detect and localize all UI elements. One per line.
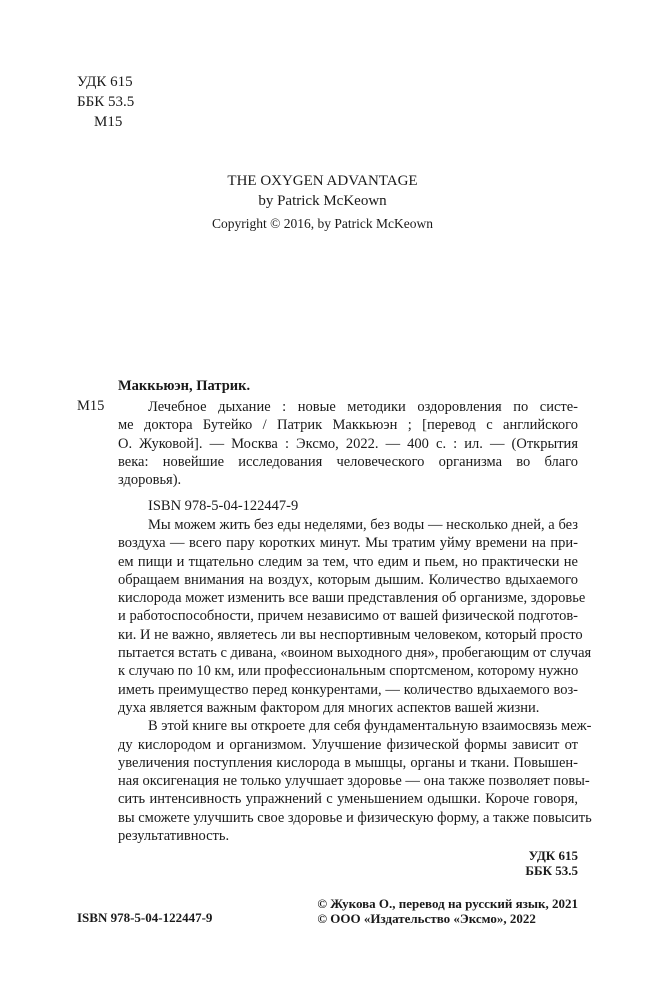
record-isbn: ISBN 978-5-04-122447-9	[148, 498, 299, 514]
text-line: вы сможете улучшить свое здоровье и физическую форму, а также повысить	[118, 809, 592, 826]
text-line: пытается встать с дивана, «воином выходного дня», пробегающим от случая	[118, 645, 592, 662]
copyright-translation: © Жукова О., перевод на русский язык, 2021	[317, 896, 578, 911]
text-line: кислорода может изменить все ваши представления об организме, здоровье	[118, 590, 586, 607]
text-line: ем пищи и тщательно следим за тем, что едим и пьем, но практически не	[118, 553, 578, 570]
text-line: В этой книге вы откроете для себя фундаментальную взаимосвязь меж-	[148, 718, 592, 735]
text-line: обращаем внимания на воздух, которым дышим. Количество вдыхаемого	[118, 571, 578, 588]
text-line: ки. И не важно, являетесь ли вы неспортивным человеком, который просто	[118, 626, 583, 643]
footer-copyrights	[317, 896, 578, 926]
text-line: результативность.	[118, 828, 230, 845]
copyright-publisher: © ООО «Издательство «Эксмо», 2022	[317, 911, 536, 926]
udk-code: УДК 615	[77, 74, 133, 90]
original-title-block	[0, 171, 645, 211]
footer-bbk: ББК 53.5	[525, 863, 578, 878]
text-line: Лечебное дыхание : новые методики оздоровления по систе-	[148, 399, 578, 415]
text-line: и работоспособности, причем независимо от вашей физической подготов-	[118, 608, 578, 625]
text-line: увеличения поступления кислорода в мышцы, органы и ткани. Повышен-	[118, 754, 578, 771]
footer-codes	[525, 848, 578, 878]
original-author: by Patrick McKeown	[258, 193, 387, 209]
bbk-code: ББК 53.5	[77, 94, 135, 110]
classification-codes	[77, 72, 134, 132]
text-line: ме доктора Бутейко / Патрик Маккьюэн ; [перевод с английского	[118, 417, 578, 434]
text-line: здоровья).	[118, 472, 182, 489]
author-mark: М15	[94, 114, 123, 130]
text-line: духа является важным фактором для многих аспектов вашей жизни.	[118, 699, 540, 716]
footer-isbn: ISBN 978-5-04-122447-9	[77, 910, 213, 925]
annotation	[118, 516, 592, 845]
footer-udk: УДК 615	[528, 848, 578, 863]
text-line: к случаю по 10 км, или профессиональным спортсменом, которому нужно	[118, 663, 579, 680]
original-title: THE OXYGEN ADVANTAGE	[227, 173, 418, 189]
text-line: сить интенсивность упражнений с уменьшением одышки. Короче говоря,	[118, 791, 578, 808]
text-line: ду кислородом и организмом. Улучшение физической формы зависит от	[118, 736, 578, 753]
text-line: иметь преимущество перед конкурентами, — количество вдыхаемого воз-	[118, 681, 578, 698]
record-heading: Маккьюэн, Патрик.	[118, 378, 251, 394]
text-line: ная оксигенация не только улучшает здоровье — она также позволяет повы-	[118, 773, 590, 790]
text-line: воздуха — всего пару коротких минут. Мы тратим уйму времени на при-	[118, 535, 578, 552]
record-mark: М15	[77, 398, 105, 414]
text-line: О. Жуковой]. — Москва : Эксмо, 2022. — 400 с. : ил. — (Открытия	[118, 435, 578, 452]
text-line: Мы можем жить без еды неделями, без воды — несколько дней, а без	[148, 517, 578, 533]
original-copyright: Copyright © 2016, by Patrick McKeown	[212, 216, 433, 231]
text-line: века: новейшие исследования человеческого организма во благо	[118, 453, 578, 470]
bibliographic-description	[118, 398, 578, 489]
